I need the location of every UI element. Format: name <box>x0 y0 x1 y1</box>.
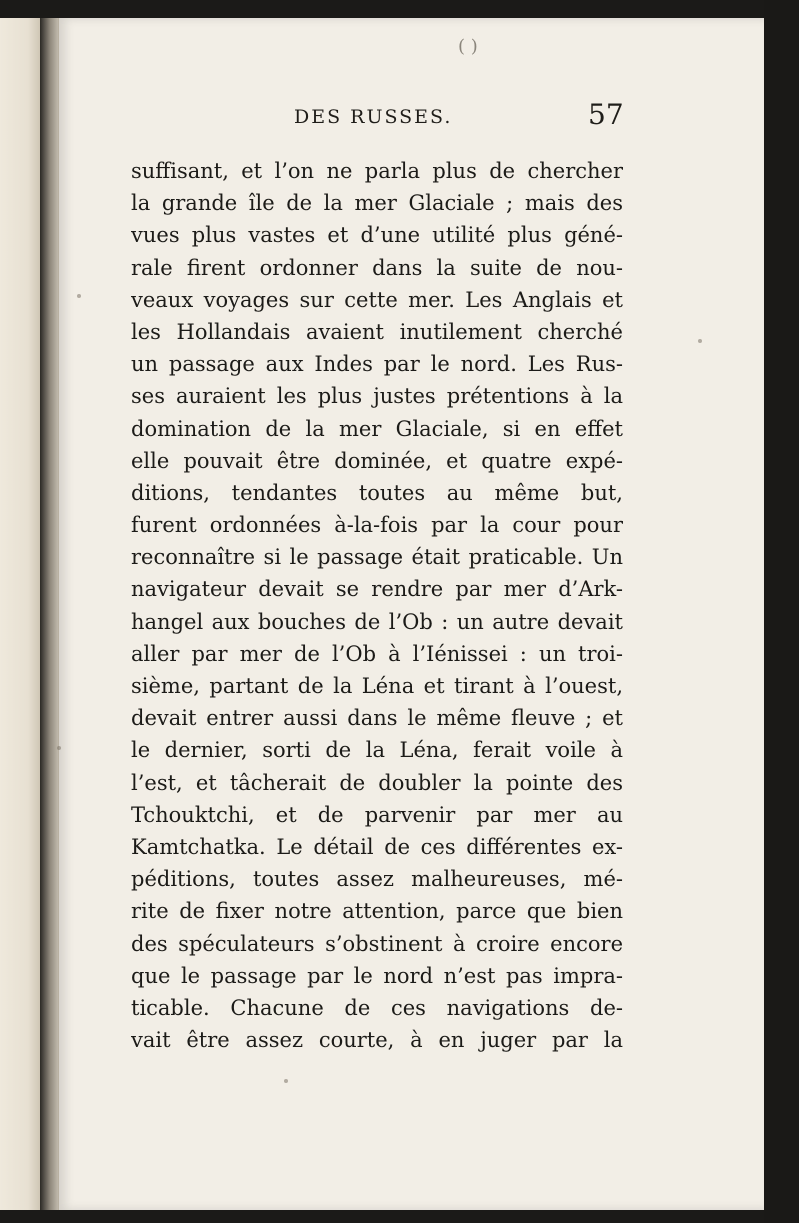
text-line: hangel aux bouches de l’Ob : un autre devait <box>131 609 623 634</box>
left-page-edge <box>0 18 42 1210</box>
text-line: l’est, et tâcherait de doubler la pointe des <box>131 770 623 795</box>
paper-speck <box>284 1079 288 1083</box>
text-line: ticable. Chacune de ces navigations de- <box>131 995 623 1020</box>
text-line: devait entrer aussi dans le même fleuve ; et <box>131 706 623 731</box>
text-line: navigateur devait se rendre par mer d’Ark- <box>131 577 623 602</box>
text-line: ditions, tendantes toutes au même but, <box>131 480 623 505</box>
text-line: Kamtchatka. Le détail de ces différentes ex- <box>131 834 623 859</box>
text-line: que le passage par le nord n’est pas impra- <box>131 963 623 988</box>
paper-speck <box>77 294 81 298</box>
paper-speck <box>57 746 61 750</box>
text-line: aller par mer de l’Ob à l’Iénissei : un troi- <box>131 641 623 666</box>
text-line: Tchouktchi, et de parvenir par mer au <box>131 802 623 827</box>
text-line: domination de la mer Glaciale, si en effet <box>131 416 623 441</box>
page-number: 57 <box>588 98 624 131</box>
running-title: DES RUSSES. <box>294 106 453 128</box>
text-line: reconnaître si le passage était praticable. Un <box>131 545 623 570</box>
text-line: vues plus vastes et d’une utilité plus géné- <box>131 223 623 248</box>
text-line: sième, partant de la Léna et tirant à l’ouest, <box>131 674 623 698</box>
body-text <box>131 155 623 1056</box>
text-line: le dernier, sorti de la Léna, ferait voile à <box>131 738 623 763</box>
paper-speck <box>698 339 702 343</box>
header-mark: ( ) <box>458 36 478 57</box>
text-line: furent ordonnées à-la-fois par la cour pour <box>131 513 623 538</box>
text-line: la grande île de la mer Glaciale ; mais des <box>131 191 623 216</box>
text-line: rale firent ordonner dans la suite de nou- <box>131 255 623 280</box>
text-line: ses auraient les plus justes prétentions à la <box>131 384 623 409</box>
text-line: suffisant, et l’on ne parla plus de chercher <box>131 159 623 183</box>
page-header <box>72 98 632 138</box>
text-line: veaux voyages sur cette mer. Les Anglais et <box>131 287 623 312</box>
text-line: des spéculateurs s’obstinent à croire encore <box>131 931 623 956</box>
text-line: rite de fixer notre attention, parce que bien <box>131 899 623 924</box>
text-line: vait être assez courte, à en juger par la <box>131 1028 623 1053</box>
text-line: un passage aux Indes par le nord. Les Rus- <box>131 352 623 377</box>
scan-background-right <box>764 0 799 1223</box>
text-line: péditions, toutes assez malheureuses, mé- <box>131 867 623 892</box>
text-line: les Hollandais avaient inutilement cherché <box>131 319 623 344</box>
text-line: elle pouvait être dominée, et quatre expé- <box>131 448 623 473</box>
